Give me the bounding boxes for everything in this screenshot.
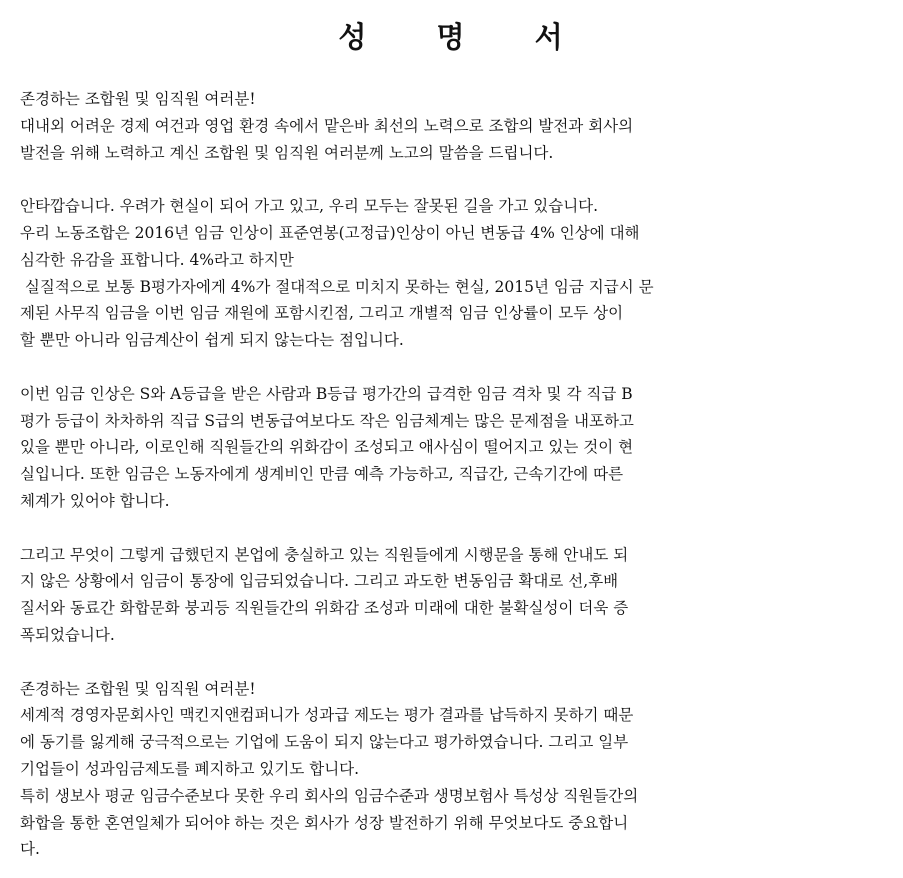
text-line: 특히 생보사 평균 임금수준보다 못한 우리 회사의 임금수준과 생명보험사 특성상 직원들간의 xyxy=(20,786,639,805)
paragraph-closing xyxy=(20,676,881,864)
text-line: 대내외 어려운 경제 여건과 영업 환경 속에서 맡은바 최선의 노력으로 조합의 발전과 회사의 xyxy=(20,116,634,135)
text-line: 화합을 통한 혼연일체가 되어야 하는 것은 회사가 성장 발전하기 위해 무엇보다도 중요합니 xyxy=(20,813,629,832)
paragraph-wage-gap xyxy=(20,381,881,515)
text-line: 다. xyxy=(20,840,40,859)
text-line: 세계적 경영자문회사인 맥킨지앤컴퍼니가 성과급 제도는 평가 결과를 납득하지 못하기 때문 xyxy=(20,706,634,725)
text-line: 실질적으로 보통 B평가자에게 4%가 절대적으로 미치지 못하는 현실, 2015년 임금 지급시 문 xyxy=(20,277,654,296)
paragraph-gap xyxy=(20,649,881,676)
text-line: 평가 등급이 차차하위 직급 S급의 변동급여보다도 작은 임금체계는 많은 문제점을 내포하고 xyxy=(20,411,634,430)
text-line: 심각한 유감을 표합니다. 4%라고 하지만 xyxy=(20,250,294,269)
text-line: 할 뿐만 아니라 임금계산이 쉽게 되지 않는다는 점입니다. xyxy=(20,331,404,350)
paragraph-deposit xyxy=(20,542,881,649)
document-title: 성 명 서 xyxy=(338,20,593,54)
text-line: 에 동기를 잃게해 궁극적으로는 기업에 도움이 되지 않는다고 평가하였습니다. 그리고 일부 xyxy=(20,733,629,752)
text-line: 있을 뿐만 아니라, 이로인해 직원들간의 위화감이 조성되고 애사심이 떨어지고 있는 것이 현 xyxy=(20,438,634,457)
text-line: 체계가 있어야 합니다. xyxy=(20,491,170,510)
paragraph-concern xyxy=(20,193,881,354)
text-line: 발전을 위해 노력하고 계신 조합원 및 임직원 여러분께 노고의 말씀을 드립니다. xyxy=(20,143,554,162)
text-line: 안타깝습니다. 우려가 현실이 되어 가고 있고, 우리 모두는 잘못된 길을 가고 있습니다. xyxy=(20,197,599,216)
text-line: 존경하는 조합원 및 임직원 여러분! xyxy=(20,90,256,108)
text-line: 폭되었습니다. xyxy=(20,625,115,644)
text-line: 실입니다. 또한 임금은 노동자에게 생계비인 만큼 예측 가능하고, 직급간, 근속기간에 따른 xyxy=(20,465,624,484)
paragraph-gap xyxy=(20,166,881,193)
text-line: 존경하는 조합원 및 임직원 여러분! xyxy=(20,679,256,698)
text-line: 기업들이 성과임금제도를 폐지하고 있기도 합니다. xyxy=(20,759,360,778)
text-line: 지 않은 상황에서 임금이 통장에 입금되었습니다. 그리고 과도한 변동임금 확대로 선,후배 xyxy=(20,572,619,591)
text-line: 질서와 동료간 화합문화 붕괴등 직원들간의 위화감 조성과 미래에 대한 불확실성이 더욱 증 xyxy=(20,599,629,618)
text-line: 제된 사무직 임금을 이번 임금 재원에 포함시킨점, 그리고 개별적 임금 인상률이 모두 상이 xyxy=(20,304,624,323)
paragraph-gap xyxy=(20,515,881,542)
text-line: 그리고 무엇이 그렇게 급했던지 본업에 충실하고 있는 직원들에게 시행문을 통해 안내도 되 xyxy=(20,545,629,564)
paragraph-greeting xyxy=(20,86,881,166)
text-line: 우리 노동조합은 2016년 임금 인상이 표준연봉(고정급)인상이 아닌 변동급 4% 인상에 대해 xyxy=(20,223,640,242)
paragraph-gap xyxy=(20,354,881,381)
text-line: 이번 임금 인상은 S와 A등급을 받은 사람과 B등급 평가간의 급격한 임금 격차 및 각 직급 B xyxy=(20,384,633,403)
document-body xyxy=(20,86,881,863)
